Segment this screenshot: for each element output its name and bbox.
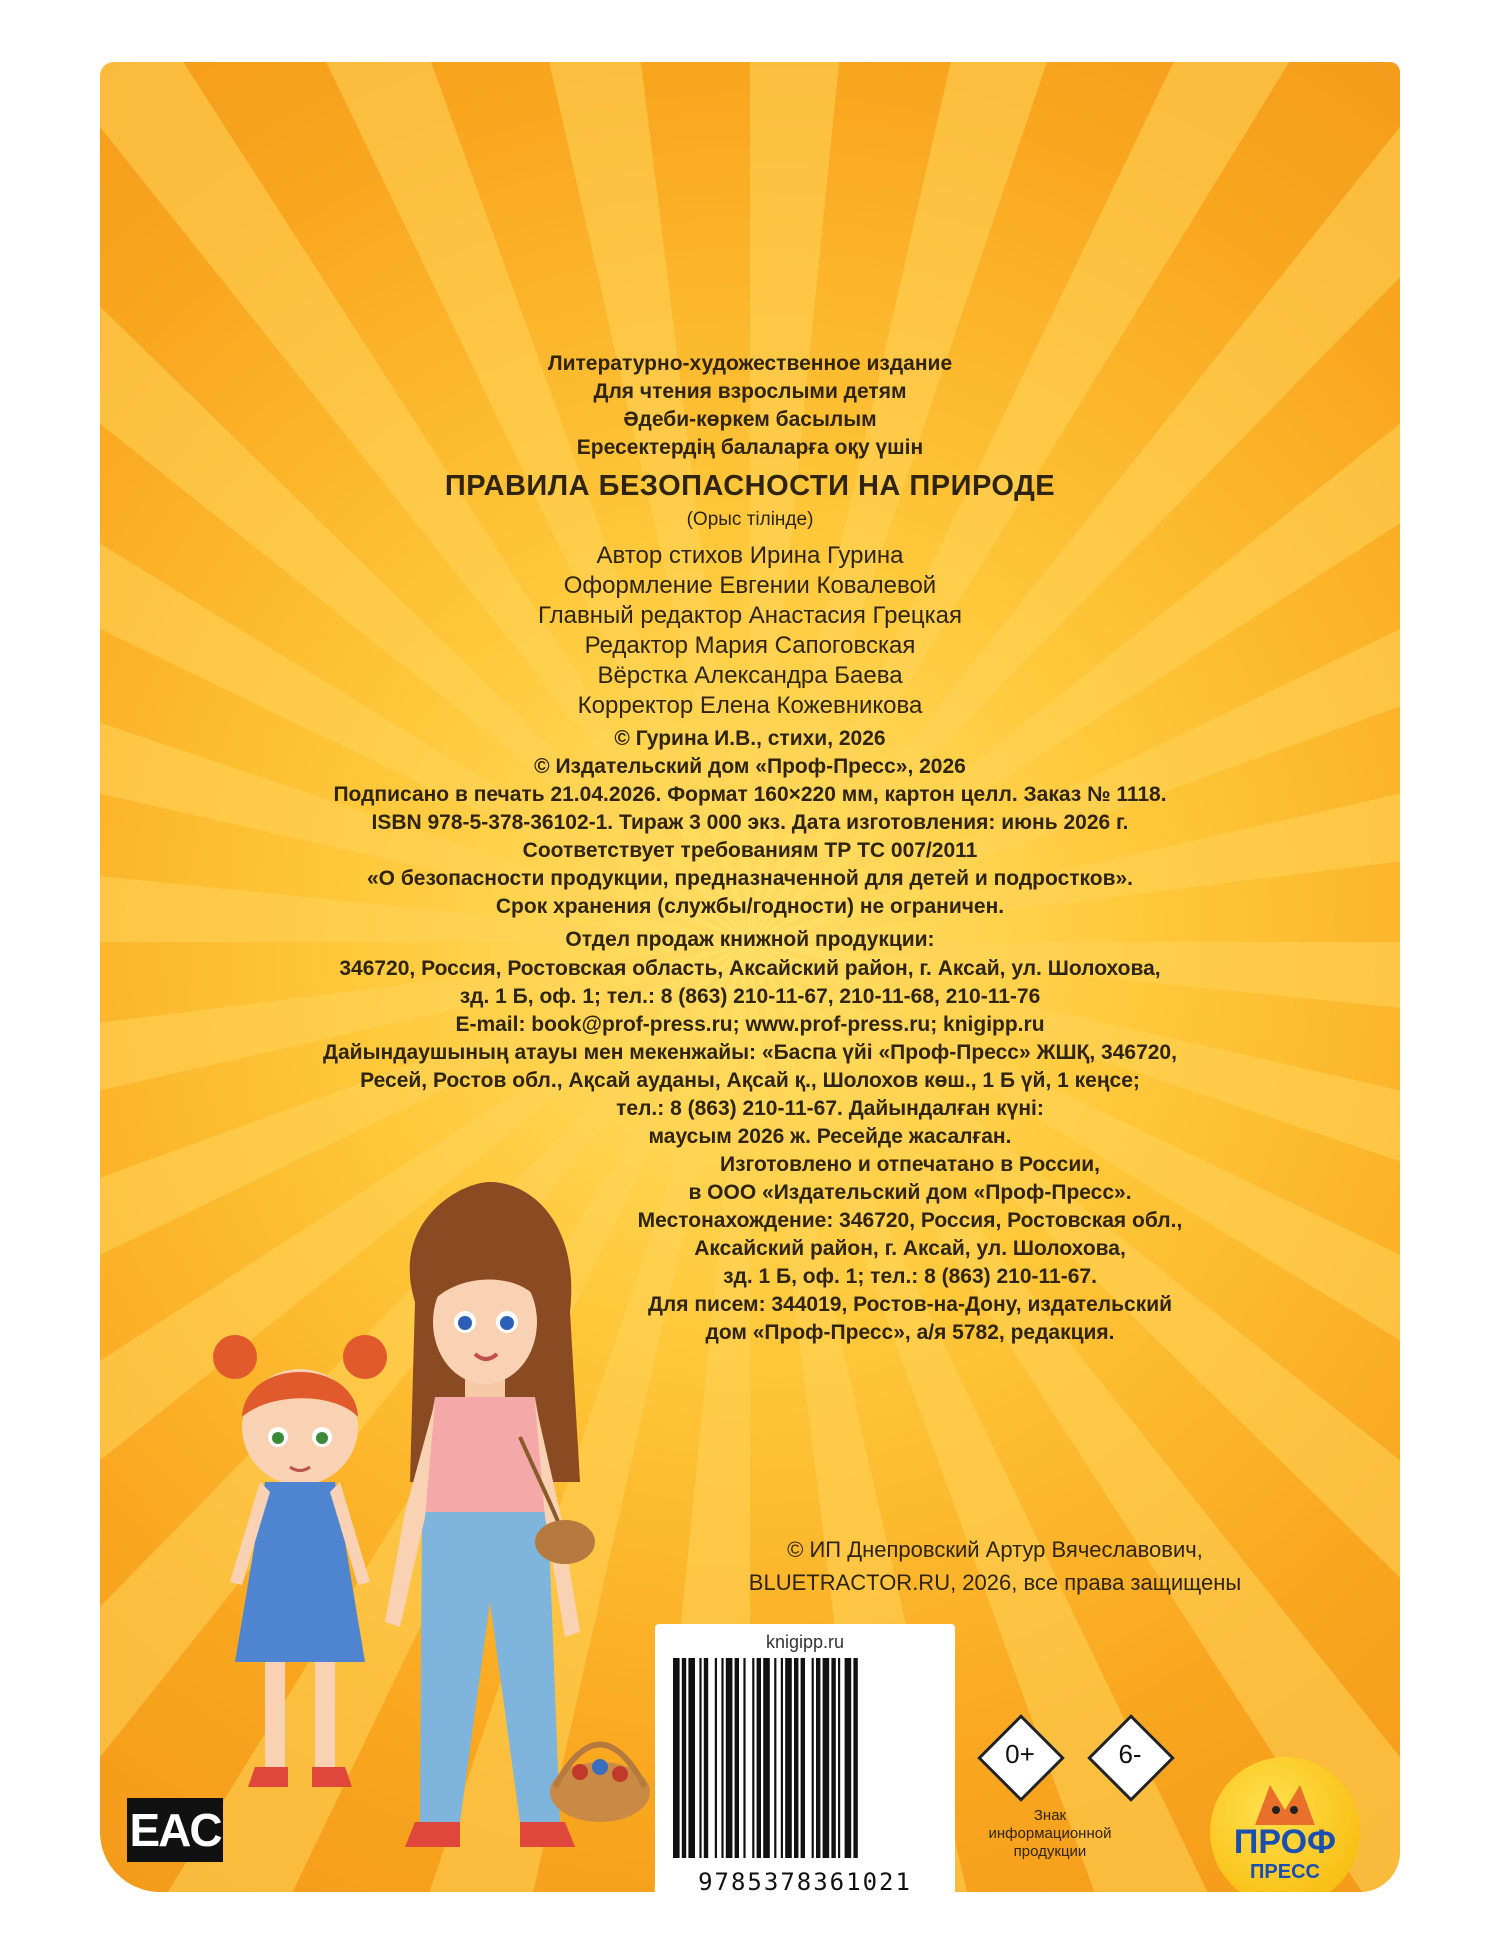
credit-proofreader: Корректор Елена Кожевникова [577,692,923,719]
barcode-bar [757,1658,761,1858]
sales-line: тел.: 8 (863) 210-11-67. Дайындалған күні: [616,1097,1044,1120]
language-note: (Орыс тілінде) [686,509,814,530]
barcode-bar [838,1658,840,1858]
barcode-bar [763,1658,770,1858]
barcode-bar [752,1658,754,1858]
reader-note-ru: Для чтения взрослыми детям [593,380,907,403]
sales-line: зд. 1 Б, оф. 1; тел.: 8 (863) 210-11-67. [723,1265,1097,1288]
barcode-bar [816,1658,820,1858]
barcode-bar [831,1658,835,1858]
sales-line: маусым 2026 ж. Ресейде жасалған. [648,1125,1012,1148]
barcode-bar [735,1658,739,1858]
caption-line: Знак [1033,1807,1067,1824]
sales-line: дом «Проф-Пресс», а/я 5782, редакция. [705,1321,1115,1344]
sales-line: 346720, Россия, Ростовская область, Аксайский район, г. Аксай, ул. Шолохова, [339,957,1161,980]
barcode-bar [781,1658,783,1858]
mother-and-daughter-illustration [160,1182,720,1882]
barcode-bar [682,1658,686,1858]
sales-line: Изготовлено и отпечатано в России, [719,1153,1100,1176]
barcode-bar [715,1658,717,1858]
storage-line: Срок хранения (службы/годности) не ограничен. [495,895,1005,918]
caption-line: продукции [1013,1843,1087,1860]
barcode-bar [823,1658,830,1858]
barcode-bar [726,1658,733,1858]
caption-line: информационной [988,1825,1112,1842]
barcode-bar [853,1658,857,1858]
credit-design: Оформление Евгении Ковалевой [563,572,937,599]
age-rating-label: 0+ [1005,1739,1035,1769]
publisher-logo [1210,1757,1360,1892]
barcode-bar [785,1658,792,1858]
age-rating-mark [1090,1717,1170,1797]
sales-line: в ООО «Издательский дом «Проф-Пресс». [688,1181,1132,1204]
age-rating-label: 6- [1118,1739,1142,1769]
age-mark-caption [970,1807,1130,1861]
sales-line: Аксайский район, г. Аксай, ул. Шолохова, [694,1237,1126,1260]
credit-editor: Редактор Мария Сапоговская [584,632,916,659]
barcode-bar [704,1658,708,1858]
logo-text: ПРЕСС [1250,1861,1320,1883]
barcode-bar [794,1658,798,1858]
barcode [655,1624,955,1892]
rights-line: © ИП Днепровский Артур Вячеславович, [787,1537,1203,1562]
sales-line: Дайындаушының атауы мен мекенжайы: «Баспа үйі «Проф-Пресс» ЖШҚ, 346720, [323,1041,1177,1064]
age-rating-mark [980,1717,1060,1797]
reader-note-kz: Ересектердің балаларға оқу үшін [576,436,924,459]
barcode-bar [801,1658,805,1858]
sales-line: зд. 1 Б, оф. 1; тел.: 8 (863) 210-11-67, 210-11-68, 210-11-76 [459,985,1041,1008]
isbn-line: ISBN 978-5-378-36102-1. Тираж 3 000 экз. Дата изготовления: июнь 2026 г. [371,811,1129,834]
barcode-bar [845,1658,852,1858]
sales-line: Ресей, Ростов обл., Ақсай ауданы, Ақсай қ., Шолохов көш., 1 Б үй, 1 кеңсе; [360,1069,1140,1092]
sales-header: Отдел продаж книжной продукции: [565,928,935,951]
copyright-publisher: © Издательский дом «Проф-Пресс», 2026 [534,755,966,778]
barcode-url: knigipp.ru [765,1632,845,1652]
edition-type-kz: Әдеби-көркем басылым [623,408,877,431]
barcode-bar [699,1658,701,1858]
barcode-bar [774,1658,776,1858]
barcode-bar [721,1658,723,1858]
compliance-line: Соответствует требованиям ТР ТС 007/2011 [522,839,978,862]
credit-chief-editor: Главный редактор Анастасия Грецкая [538,602,962,629]
sales-line: Для писем: 344019, Ростов-на-Дону, издательский [647,1293,1173,1316]
book-back-cover [100,62,1400,1892]
rights-line: BLUETRACTOR.RU, 2026, все права защищены [748,1570,1242,1595]
print-details: Подписано в печать 21.04.2026. Формат 160×220 мм, картон целл. Заказ № 1118. [333,783,1167,806]
credit-author: Автор стихов Ирина Гурина [596,542,904,569]
compliance-title: «О безопасности продукции, предназначенной для детей и подростков». [366,867,1134,890]
edition-type-ru: Литературно-художественное издание [547,352,953,375]
barcode-bars [655,1658,955,1868]
copyright-author: © Гурина И.В., стихи, 2026 [614,727,886,750]
barcode-bar [688,1658,695,1858]
credit-layout: Вёрстка Александра Баева [597,662,903,689]
barcode-bar [743,1658,745,1858]
logo-text: ПРОФ [1233,1823,1337,1861]
book-title: ПРАВИЛА БЕЗОПАСНОСТИ НА ПРИРОДЕ [444,470,1056,502]
barcode-bar [812,1658,814,1858]
sales-line: Местонахождение: 346720, Россия, Ростовская обл., [637,1209,1183,1232]
barcode-bar [673,1658,680,1858]
barcode-number: 9785378361021 [698,1868,912,1892]
sales-line: E-mail: book@prof-press.ru; www.prof-press.ru; knigipp.ru [455,1013,1045,1036]
eac-certification-mark: EAC [127,1798,223,1862]
